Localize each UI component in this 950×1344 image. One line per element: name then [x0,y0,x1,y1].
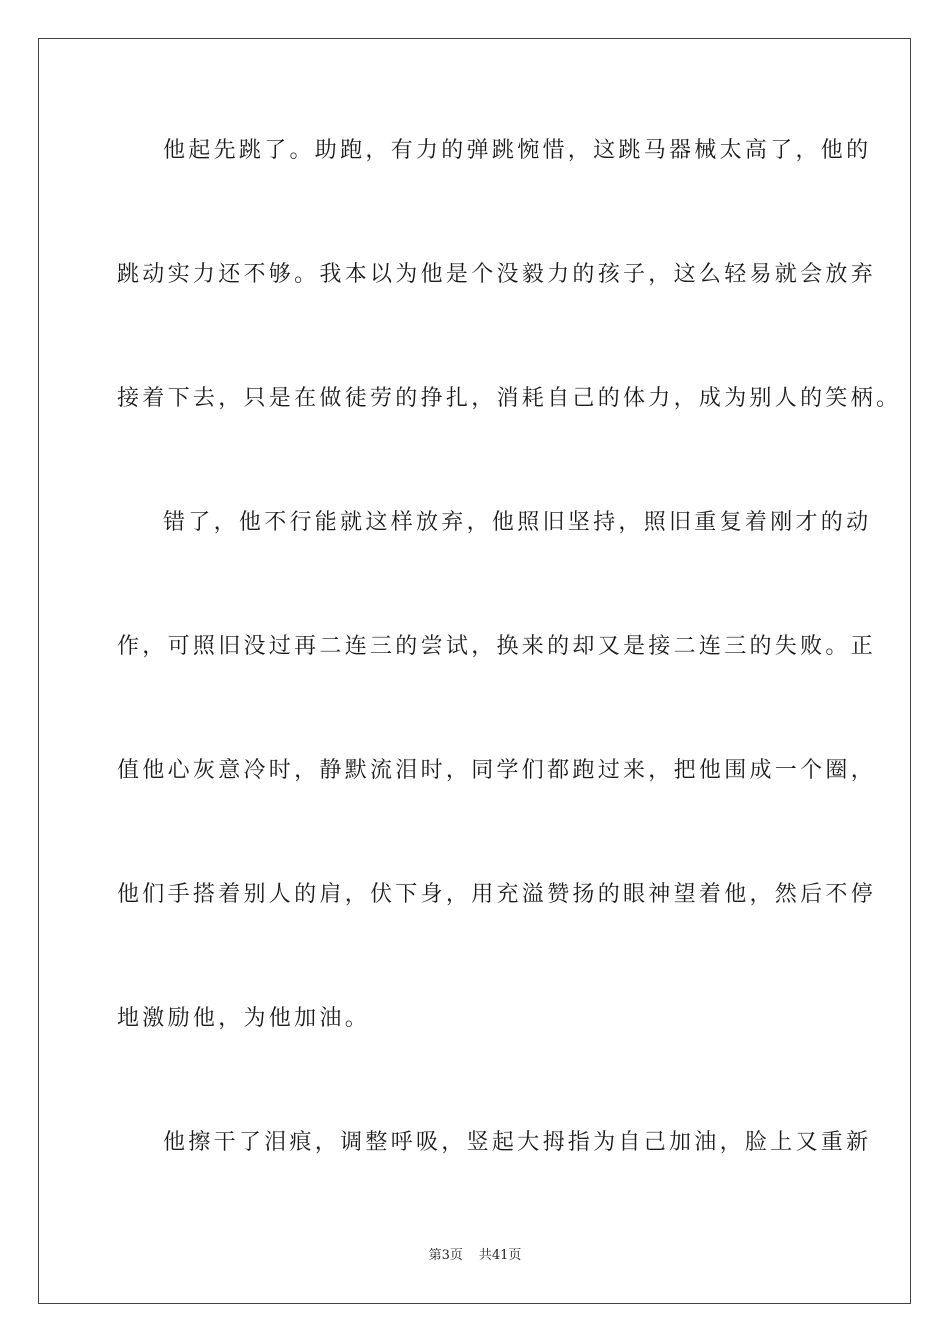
text-line: 跳动实力还不够。我本以为他是个没毅力的孩子，这么轻易就会放弃 [117,262,877,287]
page-footer [0,1248,950,1264]
text-line: 值他心灰意冷时，静默流泪时，同学们都跑过来，把他围成一个圈， [117,758,877,783]
page-total: 共41页 [478,1248,522,1263]
text-line: 他起先跳了。助跑，有力的弹跳惋惜，这跳马器械太高了，他的 [163,138,872,163]
text-line: 作，可照旧没过再二连三的尝试，换来的却又是接二连三的失败。正 [117,634,877,659]
page-number: 第3页 [428,1248,463,1263]
text-line: 接着下去，只是在做徒劳的挣扎，消耗自己的体力，成为别人的笑柄。 [117,386,902,411]
text-line: 他们手搭着别人的肩，伏下身，用充溢赞扬的眼神望着他，然后不停 [117,882,877,907]
text-line: 他擦干了泪痕，调整呼吸，竖起大拇指为自己加油，脸上又重新 [163,1130,872,1155]
text-line: 地激励他，为他加油。 [117,1006,371,1031]
page-border [38,38,911,1304]
text-line: 错了，他不行能就这样放弃，他照旧坚持，照旧重复着刚才的动 [163,510,872,535]
